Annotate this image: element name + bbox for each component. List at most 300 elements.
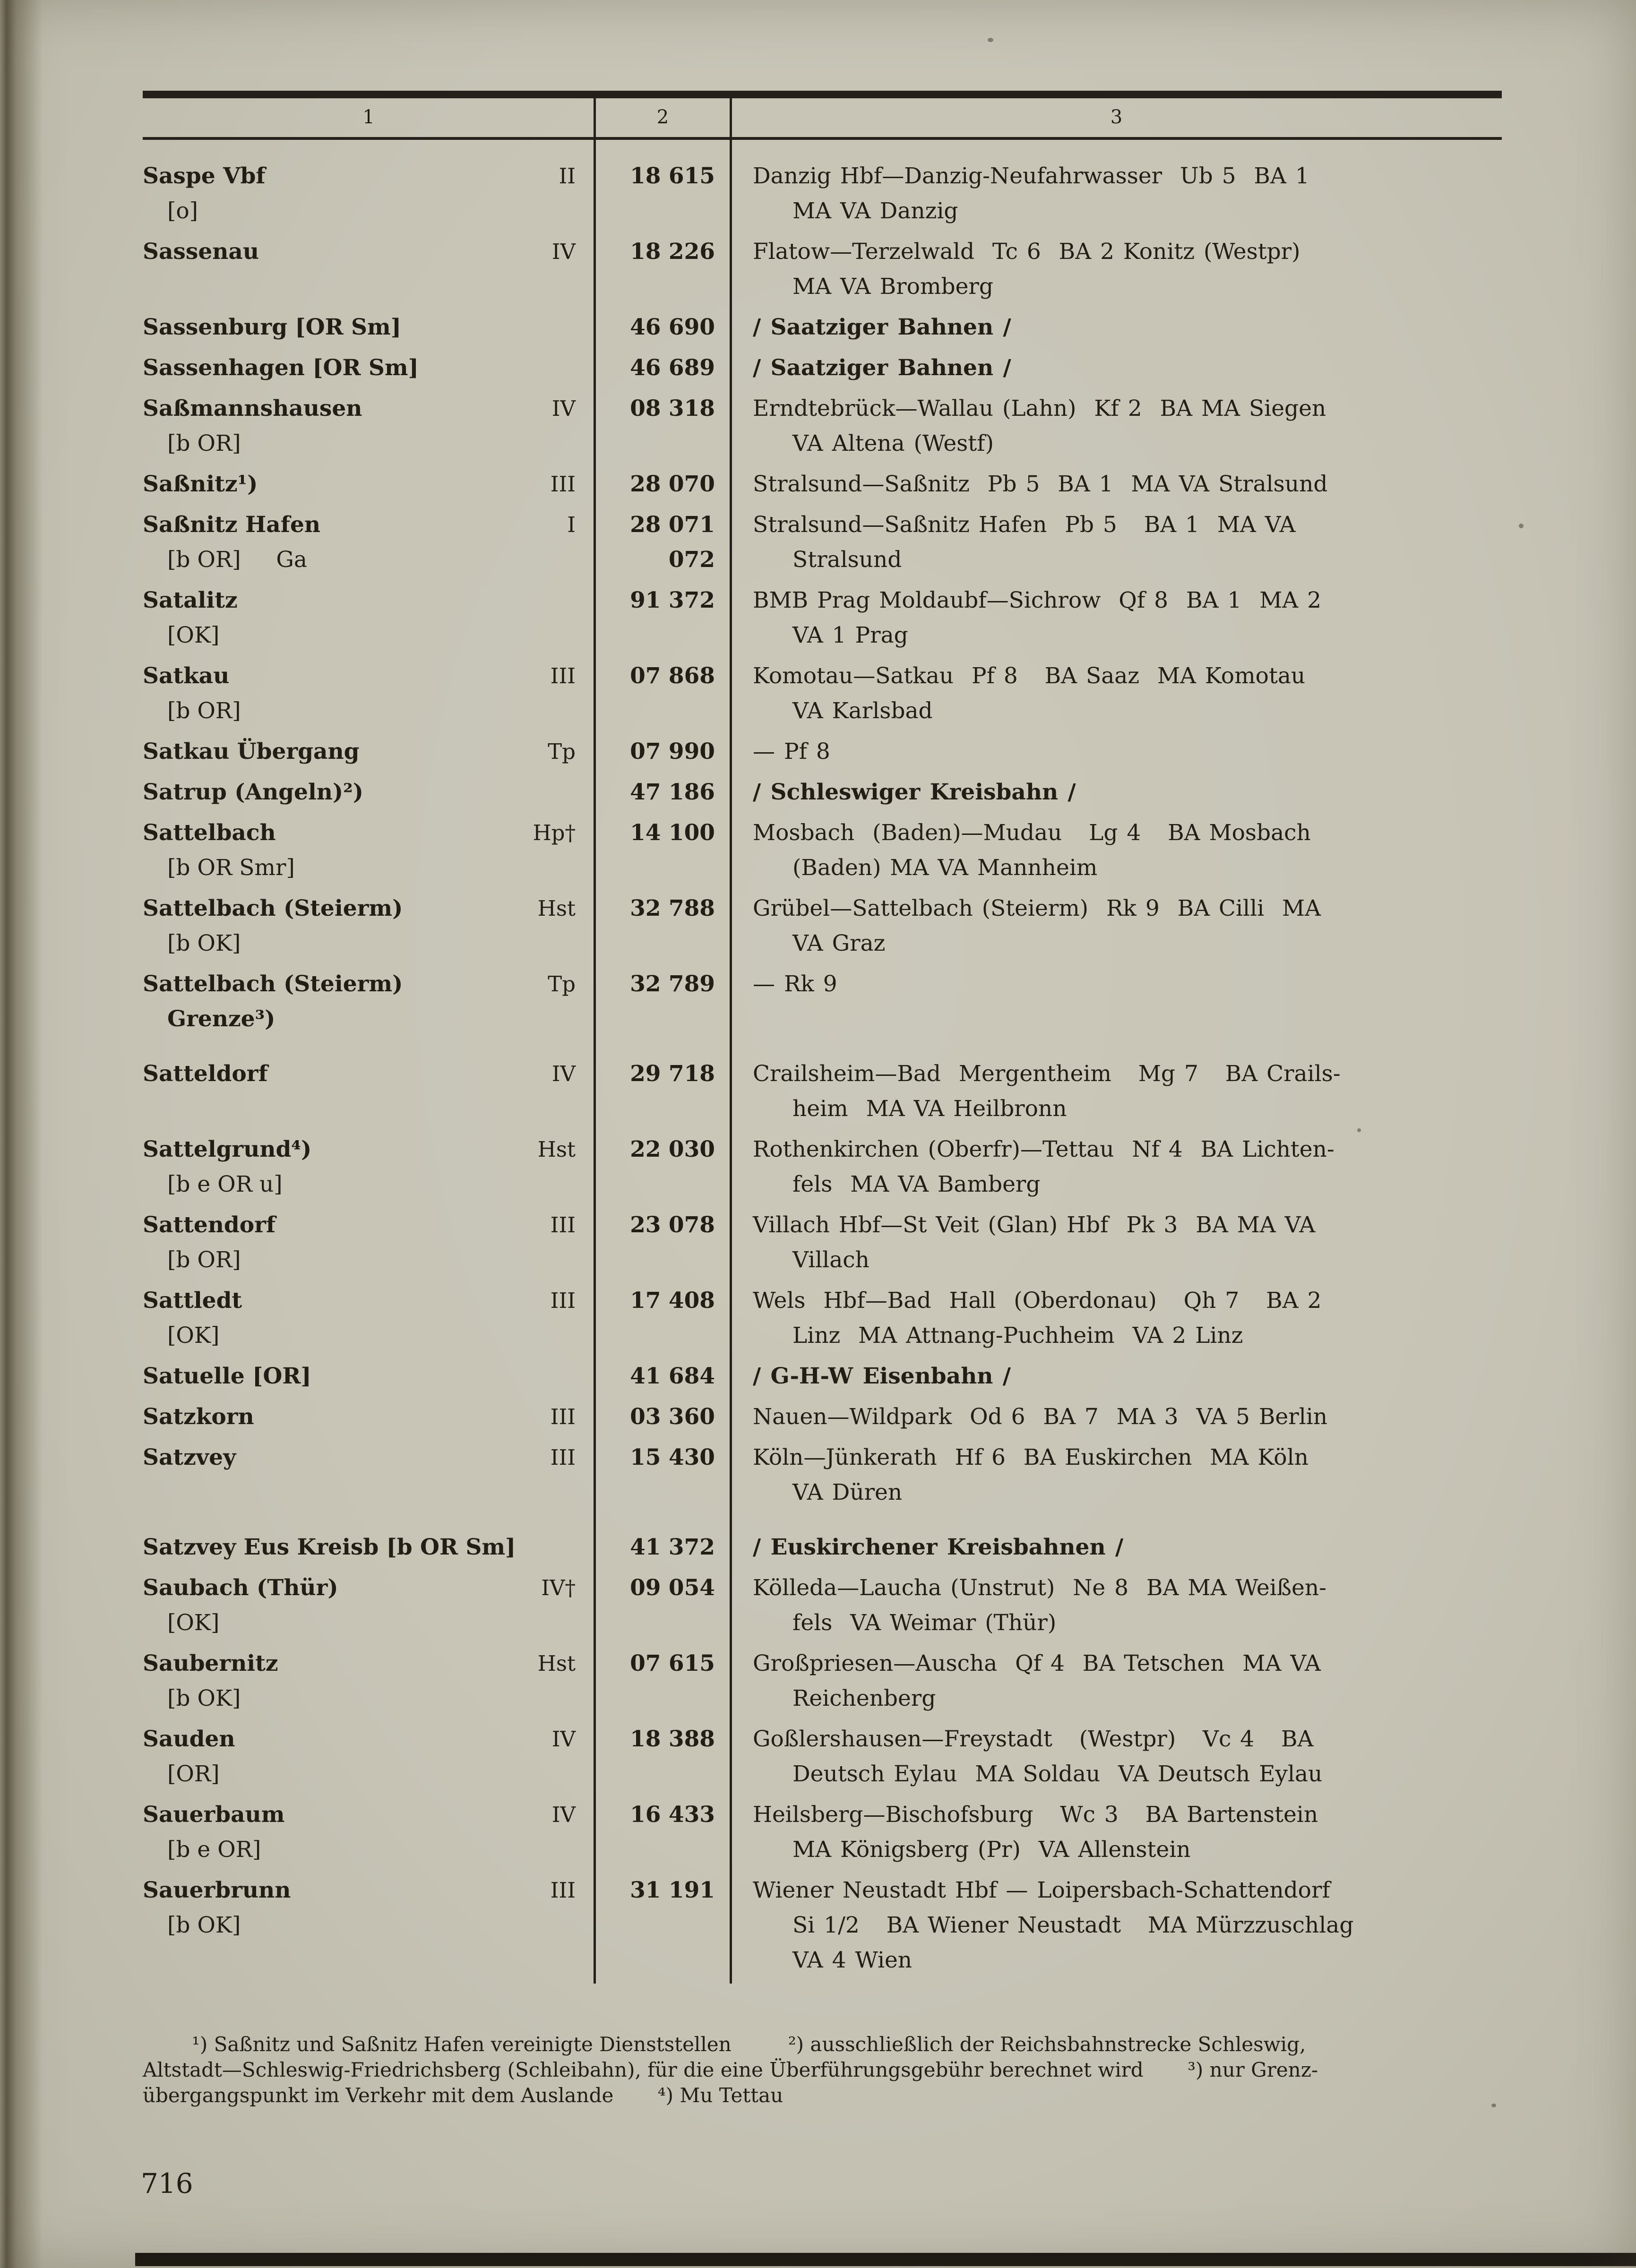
route-line: Stralsund—Saßnitz Hafen Pb 5 BA 1 MA VA (753, 512, 1296, 538)
station-number-cell (594, 507, 731, 583)
route-cell (731, 1797, 1502, 1873)
station-name-line (143, 1057, 576, 1091)
station-name-cell (143, 391, 594, 467)
station-name-line (143, 583, 576, 618)
station-name-cell (143, 1208, 594, 1283)
route-description (753, 967, 1498, 1002)
station-number-cell (594, 1797, 731, 1873)
route-line: VA Altena (Westf) (792, 430, 994, 456)
station-name-line (143, 1283, 576, 1318)
station-number-cell (594, 351, 731, 391)
station-row (143, 1516, 1502, 1571)
route-line: Villach Hbf—St Veit (Glan) Hbf Pk 3 BA MA VA (753, 1212, 1316, 1238)
footnotes (143, 2032, 1508, 2108)
station-name: Sauerbaum (143, 1802, 285, 1828)
station-name: Satalitz (143, 587, 238, 613)
station-name: Sattelbach (Steierm) (143, 895, 403, 921)
route-description (753, 816, 1498, 885)
station-name: Saßnitz Hafen (143, 512, 321, 538)
route-line: Crailsheim—Bad Mergentheim Mg 7 BA Crails- (753, 1061, 1341, 1087)
station-number: 22 030 (630, 1136, 715, 1162)
station-name-cell (143, 467, 594, 507)
route-line: Linz MA Attnang-Puchheim VA 2 Linz (792, 1323, 1243, 1349)
station-name-cell (143, 1440, 594, 1516)
station-name-cell (143, 775, 594, 816)
station-name-line (143, 351, 576, 386)
route-cell (731, 775, 1502, 816)
station-row (143, 159, 1502, 234)
station-number-cell (594, 1722, 731, 1797)
station-class: Tp (548, 971, 576, 997)
route-line: heim MA VA Heilbronn (792, 1096, 1067, 1122)
station-class: III (550, 1288, 576, 1313)
station-row (143, 391, 1502, 467)
station-number: 23 078 (630, 1212, 715, 1238)
station-name-line (143, 1440, 576, 1475)
route-description (753, 391, 1498, 461)
route-line: fels VA Weimar (Thür) (792, 1610, 1057, 1636)
station-number: 16 433 (630, 1802, 715, 1828)
station-number: 07 990 (630, 739, 715, 765)
route-cell (731, 1873, 1502, 1984)
station-class: III (550, 1404, 576, 1429)
station-name-cell (143, 1359, 594, 1400)
route-cell (731, 816, 1502, 891)
column-header-3: 3 (1110, 106, 1123, 128)
station-number: 46 690 (630, 314, 715, 340)
station-name-line (143, 467, 576, 502)
route-description (753, 1132, 1498, 1202)
route-cell (731, 1440, 1502, 1516)
station-row (143, 775, 1502, 816)
station-number-cell (594, 310, 731, 351)
station-number-cell (594, 1359, 731, 1400)
station-number: 07 868 (630, 663, 715, 689)
route-cell (731, 310, 1502, 351)
station-row (143, 507, 1502, 583)
station-name-cell (143, 507, 594, 583)
station-annotation: [OK] (167, 1610, 220, 1636)
route-description (753, 1283, 1498, 1353)
station-name-cell (143, 1400, 594, 1440)
station-name-cell (143, 1571, 594, 1646)
station-name: Satzkorn (143, 1404, 254, 1430)
route-description (753, 891, 1498, 961)
station-number-cell (594, 775, 731, 816)
route-line: VA Düren (792, 1479, 903, 1505)
station-name-line (143, 1530, 576, 1565)
station-name-cell (143, 1797, 594, 1873)
route-line: Erndtebrück—Wallau (Lahn) Kf 2 BA MA Siegen (753, 395, 1326, 421)
station-row (143, 734, 1502, 775)
station-annotation: [b OK] (167, 1912, 241, 1938)
station-number: 47 186 (630, 779, 715, 805)
station-name-line (143, 507, 576, 542)
route-line: / Saatziger Bahnen / (753, 314, 1011, 340)
route-line: Stralsund (792, 547, 902, 573)
station-table-body (143, 140, 1502, 1984)
station-class: Hp† (533, 820, 576, 845)
station-number: 08 318 (630, 395, 715, 421)
route-line: Köln—Jünkerath Hf 6 BA Euskirchen MA Köln (753, 1444, 1309, 1470)
scan-artifact (1519, 524, 1524, 528)
station-class: Tp (548, 739, 576, 764)
station-row (143, 310, 1502, 351)
route-cell (731, 1571, 1502, 1646)
route-cell (731, 1722, 1502, 1797)
station-row (143, 1646, 1502, 1722)
route-line: Wels Hbf—Bad Hall (Oberdonau) Qh 7 BA 2 (753, 1288, 1322, 1314)
book-gutter-shadow (0, 0, 43, 2268)
station-row (143, 351, 1502, 391)
station-name-cell (143, 1873, 594, 1984)
station-name-line (143, 734, 576, 769)
station-name-line (143, 816, 576, 850)
station-number: 18 226 (630, 239, 715, 265)
station-name: Sattledt (143, 1288, 242, 1314)
station-row (143, 1400, 1502, 1440)
route-line: Grübel—Sattelbach (Steierm) Rk 9 BA Cilli MA (753, 895, 1321, 921)
station-name-cell (143, 1283, 594, 1359)
column-header-2: 2 (656, 106, 669, 128)
route-line: Wiener Neustadt Hbf — Loipersbach-Schattendorf (753, 1877, 1330, 1903)
station-name: Satkau (143, 663, 230, 689)
route-line: / G-H-W Eisenbahn / (753, 1363, 1011, 1389)
station-class: II (559, 163, 576, 189)
station-annotation: [b OR] (167, 1247, 241, 1273)
station-name: Satzvey (143, 1444, 236, 1470)
station-name: Sattelbach (143, 820, 276, 846)
station-row (143, 234, 1502, 310)
station-name-line (143, 1400, 576, 1435)
route-cell (731, 1208, 1502, 1283)
table-top-rule (143, 91, 1502, 98)
route-description (753, 1571, 1498, 1641)
station-name: Satzvey Eus Kreisb [b OR Sm] (143, 1534, 516, 1560)
station-name-cell (143, 891, 594, 967)
station-class: III (550, 1212, 576, 1237)
route-description (753, 1400, 1498, 1435)
route-description (753, 1440, 1498, 1510)
station-number-cell (594, 1440, 731, 1516)
station-name-line (143, 391, 576, 426)
route-line: VA Graz (792, 930, 886, 956)
route-description (753, 1873, 1498, 1978)
station-number-cell (594, 1571, 731, 1646)
route-description (753, 234, 1498, 304)
station-class: I (567, 512, 576, 537)
station-row (143, 659, 1502, 734)
route-cell (731, 234, 1502, 310)
route-line: Komotau—Satkau Pf 8 BA Saaz MA Komotau (753, 663, 1306, 689)
route-cell (731, 659, 1502, 734)
station-row (143, 891, 1502, 967)
column-divider-2 (730, 91, 732, 1984)
route-description (753, 351, 1498, 386)
station-name: Saubach (Thür) (143, 1575, 338, 1601)
station-annotation: [b OR] (167, 430, 241, 456)
station-row (143, 1873, 1502, 1984)
station-name-line (143, 1797, 576, 1832)
station-row (143, 816, 1502, 891)
station-name-line (143, 310, 576, 345)
station-name-line (143, 1571, 576, 1606)
station-name: Satrup (Angeln)²) (143, 779, 363, 805)
station-number-cell (594, 1208, 731, 1283)
station-name-cell (143, 967, 594, 1042)
station-row (143, 1042, 1502, 1132)
station-annotation: [b e OR u] (167, 1171, 283, 1197)
station-number-cell (594, 391, 731, 467)
route-line: Villach (792, 1247, 870, 1273)
route-description (753, 1208, 1498, 1278)
station-name: Satteldorf (143, 1061, 268, 1087)
station-name-line (143, 659, 576, 694)
station-number: 28 071 (630, 512, 715, 538)
route-cell (731, 1400, 1502, 1440)
route-cell (731, 1359, 1502, 1400)
route-description (753, 583, 1498, 653)
route-line: / Schleswiger Kreisbahn / (753, 779, 1076, 805)
route-cell (731, 159, 1502, 234)
station-row (143, 967, 1502, 1042)
station-row (143, 1359, 1502, 1400)
scan-artifact (1357, 1128, 1361, 1132)
station-number: 32 789 (630, 971, 715, 997)
station-number: 91 372 (630, 587, 715, 613)
route-cell (731, 467, 1502, 507)
route-cell (731, 583, 1502, 659)
station-name-cell (143, 816, 594, 891)
station-name: Saßmannshausen (143, 395, 362, 421)
station-name-cell (143, 1722, 594, 1797)
station-name-cell (143, 159, 594, 234)
station-name: Sauerbrunn (143, 1877, 291, 1903)
station-number-cell (594, 1132, 731, 1208)
station-class: IV (551, 239, 576, 264)
route-line: Deutsch Eylau MA Soldau VA Deutsch Eylau (792, 1761, 1323, 1787)
station-name: Saubernitz (143, 1650, 278, 1676)
station-annotation: Grenze³) (167, 1006, 276, 1032)
station-annotation: [b OK] (167, 1685, 241, 1711)
station-number-cell (594, 1873, 731, 1984)
station-class: III (550, 1878, 576, 1903)
station-number-cell (594, 1400, 731, 1440)
station-name-line (143, 1646, 576, 1681)
station-number: 17 408 (630, 1288, 715, 1314)
station-number-cell (594, 1516, 731, 1571)
station-number: 15 430 (630, 1444, 715, 1470)
station-class: IV (551, 1727, 576, 1752)
station-row (143, 1797, 1502, 1873)
route-line: Kölleda—Laucha (Unstrut) Ne 8 BA MA Weißen- (753, 1575, 1327, 1601)
station-number: 29 718 (630, 1061, 715, 1087)
station-annotation: [o] (167, 198, 198, 224)
station-name: Saßnitz¹) (143, 471, 258, 497)
station-number-continued: 072 (668, 547, 715, 573)
station-row (143, 583, 1502, 659)
route-description (753, 159, 1498, 229)
route-cell (731, 1283, 1502, 1359)
route-line: VA 4 Wien (792, 1947, 913, 1973)
station-number: 09 054 (630, 1575, 715, 1601)
route-line: MA Königsberg (Pr) VA Allenstein (792, 1837, 1191, 1863)
route-line: fels MA VA Bamberg (792, 1171, 1041, 1197)
station-annotation: [OR] (167, 1761, 220, 1787)
station-annotation: [b OR] (167, 698, 241, 724)
station-row (143, 1132, 1502, 1208)
route-description (753, 1646, 1498, 1716)
scan-artifact (988, 38, 993, 42)
station-annotation: [b OR Smr] (167, 855, 295, 881)
station-name-cell (143, 1132, 594, 1208)
route-cell (731, 891, 1502, 967)
station-name: Sattelbach (Steierm) (143, 971, 403, 997)
station-name-cell (143, 734, 594, 775)
station-number-cell (594, 1646, 731, 1722)
route-line: — Pf 8 (753, 739, 830, 765)
station-name: Sattendorf (143, 1212, 276, 1238)
station-name: Sauden (143, 1726, 235, 1752)
station-name: Satkau Übergang (143, 739, 360, 765)
station-number-cell (594, 1042, 731, 1132)
station-row (143, 1208, 1502, 1283)
station-name-line (143, 1873, 576, 1908)
route-cell (731, 734, 1502, 775)
station-name-cell (143, 234, 594, 310)
next-page-edge (135, 2253, 1636, 2266)
route-cell (731, 507, 1502, 583)
route-cell (731, 391, 1502, 467)
station-class: Hst (537, 1137, 576, 1162)
route-cell (731, 967, 1502, 1042)
station-number-cell (594, 234, 731, 310)
route-description (753, 1797, 1498, 1867)
column-divider-1 (594, 91, 596, 1984)
route-line: BMB Prag Moldaubf—Sichrow Qf 8 BA 1 MA 2 (753, 587, 1322, 613)
station-annotation: [OK] (167, 1323, 220, 1349)
station-name-line (143, 159, 576, 194)
station-name: Sassenau (143, 239, 259, 265)
station-number-cell (594, 467, 731, 507)
station-number-cell (594, 891, 731, 967)
station-name-cell (143, 583, 594, 659)
station-number: 31 191 (630, 1877, 715, 1903)
route-line: Goßlershausen—Freystadt (Westpr) Vc 4 BA (753, 1726, 1314, 1752)
station-row (143, 1283, 1502, 1359)
column-header-1: 1 (362, 106, 375, 128)
route-line: MA VA Bromberg (792, 274, 993, 300)
station-name-line (143, 891, 576, 926)
station-number: 18 615 (630, 163, 715, 189)
route-line: Heilsberg—Bischofsburg Wc 3 BA Bartenstein (753, 1802, 1318, 1828)
station-number: 41 372 (630, 1534, 715, 1560)
route-cell (731, 1646, 1502, 1722)
station-number-cell (594, 734, 731, 775)
station-name-line (143, 967, 576, 1002)
route-line: VA Karlsbad (792, 698, 933, 724)
footnote-line-3: übergangspunkt im Verkehr mit dem Auslande ⁴) Mu Tettau (143, 2084, 784, 2107)
station-class: III (550, 663, 576, 688)
route-line: / Euskirchener Kreisbahnen / (753, 1534, 1124, 1560)
station-class: III (550, 1445, 576, 1470)
route-description (753, 310, 1498, 345)
route-description (753, 467, 1498, 502)
station-name-cell (143, 351, 594, 391)
route-line: Stralsund—Saßnitz Pb 5 BA 1 MA VA Stralsund (753, 471, 1328, 497)
station-name: Satuelle [OR] (143, 1363, 311, 1389)
station-name: Saspe Vbf (143, 163, 266, 189)
route-line: Rothenkirchen (Oberfr)—Tettau Nf 4 BA Lichten- (753, 1136, 1335, 1162)
station-name-line (143, 1359, 576, 1394)
station-name-cell (143, 1516, 594, 1571)
station-class: III (550, 472, 576, 497)
station-name: Sassenhagen [OR Sm] (143, 355, 419, 381)
route-description (753, 507, 1498, 577)
route-line: Flatow—Terzelwald Tc 6 BA 2 Konitz (Westpr) (753, 239, 1300, 265)
station-name-cell (143, 1042, 594, 1132)
station-number: 28 070 (630, 471, 715, 497)
route-line: Mosbach (Baden)—Mudau Lg 4 BA Mosbach (753, 820, 1311, 846)
route-line: Reichenberg (792, 1685, 936, 1711)
station-name-cell (143, 310, 594, 351)
route-description (753, 1530, 1498, 1565)
route-line: VA 1 Prag (792, 622, 908, 648)
station-number-cell (594, 659, 731, 734)
station-class: IV (551, 396, 576, 421)
station-number-cell (594, 583, 731, 659)
station-number-cell (594, 1283, 731, 1359)
route-description (753, 1057, 1498, 1126)
route-cell (731, 351, 1502, 391)
station-number: 46 689 (630, 355, 715, 381)
scan-artifact (1491, 2104, 1496, 2107)
route-description (753, 734, 1498, 769)
station-name-line (143, 1208, 576, 1243)
route-description (753, 1722, 1498, 1792)
route-line: Si 1/2 BA Wiener Neustadt MA Mürzzuschlag (792, 1912, 1354, 1938)
route-description (753, 659, 1498, 729)
route-line: Nauen—Wildpark Od 6 BA 7 MA 3 VA 5 Berlin (753, 1404, 1328, 1430)
station-class: Hst (537, 1651, 576, 1676)
page-number: 716 (141, 2167, 193, 2199)
station-name-line (143, 1132, 576, 1167)
route-line: / Saatziger Bahnen / (753, 355, 1011, 381)
station-number: 03 360 (630, 1404, 715, 1430)
station-annotation: [b e OR] (167, 1837, 261, 1863)
footnote-line-2: Altstadt—Schleswig-Friedrichsberg (Schleibahn), für die eine Überführungsgebühr berechnet wird ³) nur Grenz- (143, 2058, 1318, 2081)
station-class: Hst (537, 896, 576, 921)
route-description (753, 1359, 1498, 1394)
station-annotation: [b OR] Ga (167, 547, 307, 573)
station-row (143, 467, 1502, 507)
route-line: MA VA Danzig (792, 198, 958, 224)
station-number: 41 684 (630, 1363, 715, 1389)
route-cell (731, 1132, 1502, 1208)
station-number: 18 388 (630, 1726, 715, 1752)
station-name-line (143, 1722, 576, 1757)
station-number: 14 100 (630, 820, 715, 846)
station-class: IV (551, 1802, 576, 1827)
station-row (143, 1722, 1502, 1797)
station-name-line (143, 775, 576, 810)
station-name-cell (143, 659, 594, 734)
station-class: IV† (541, 1575, 576, 1600)
station-row (143, 1571, 1502, 1646)
station-row (143, 1440, 1502, 1516)
table-header-row (143, 98, 1502, 137)
route-line: Danzig Hbf—Danzig-Neufahrwasser Ub 5 BA 1 (753, 163, 1309, 189)
